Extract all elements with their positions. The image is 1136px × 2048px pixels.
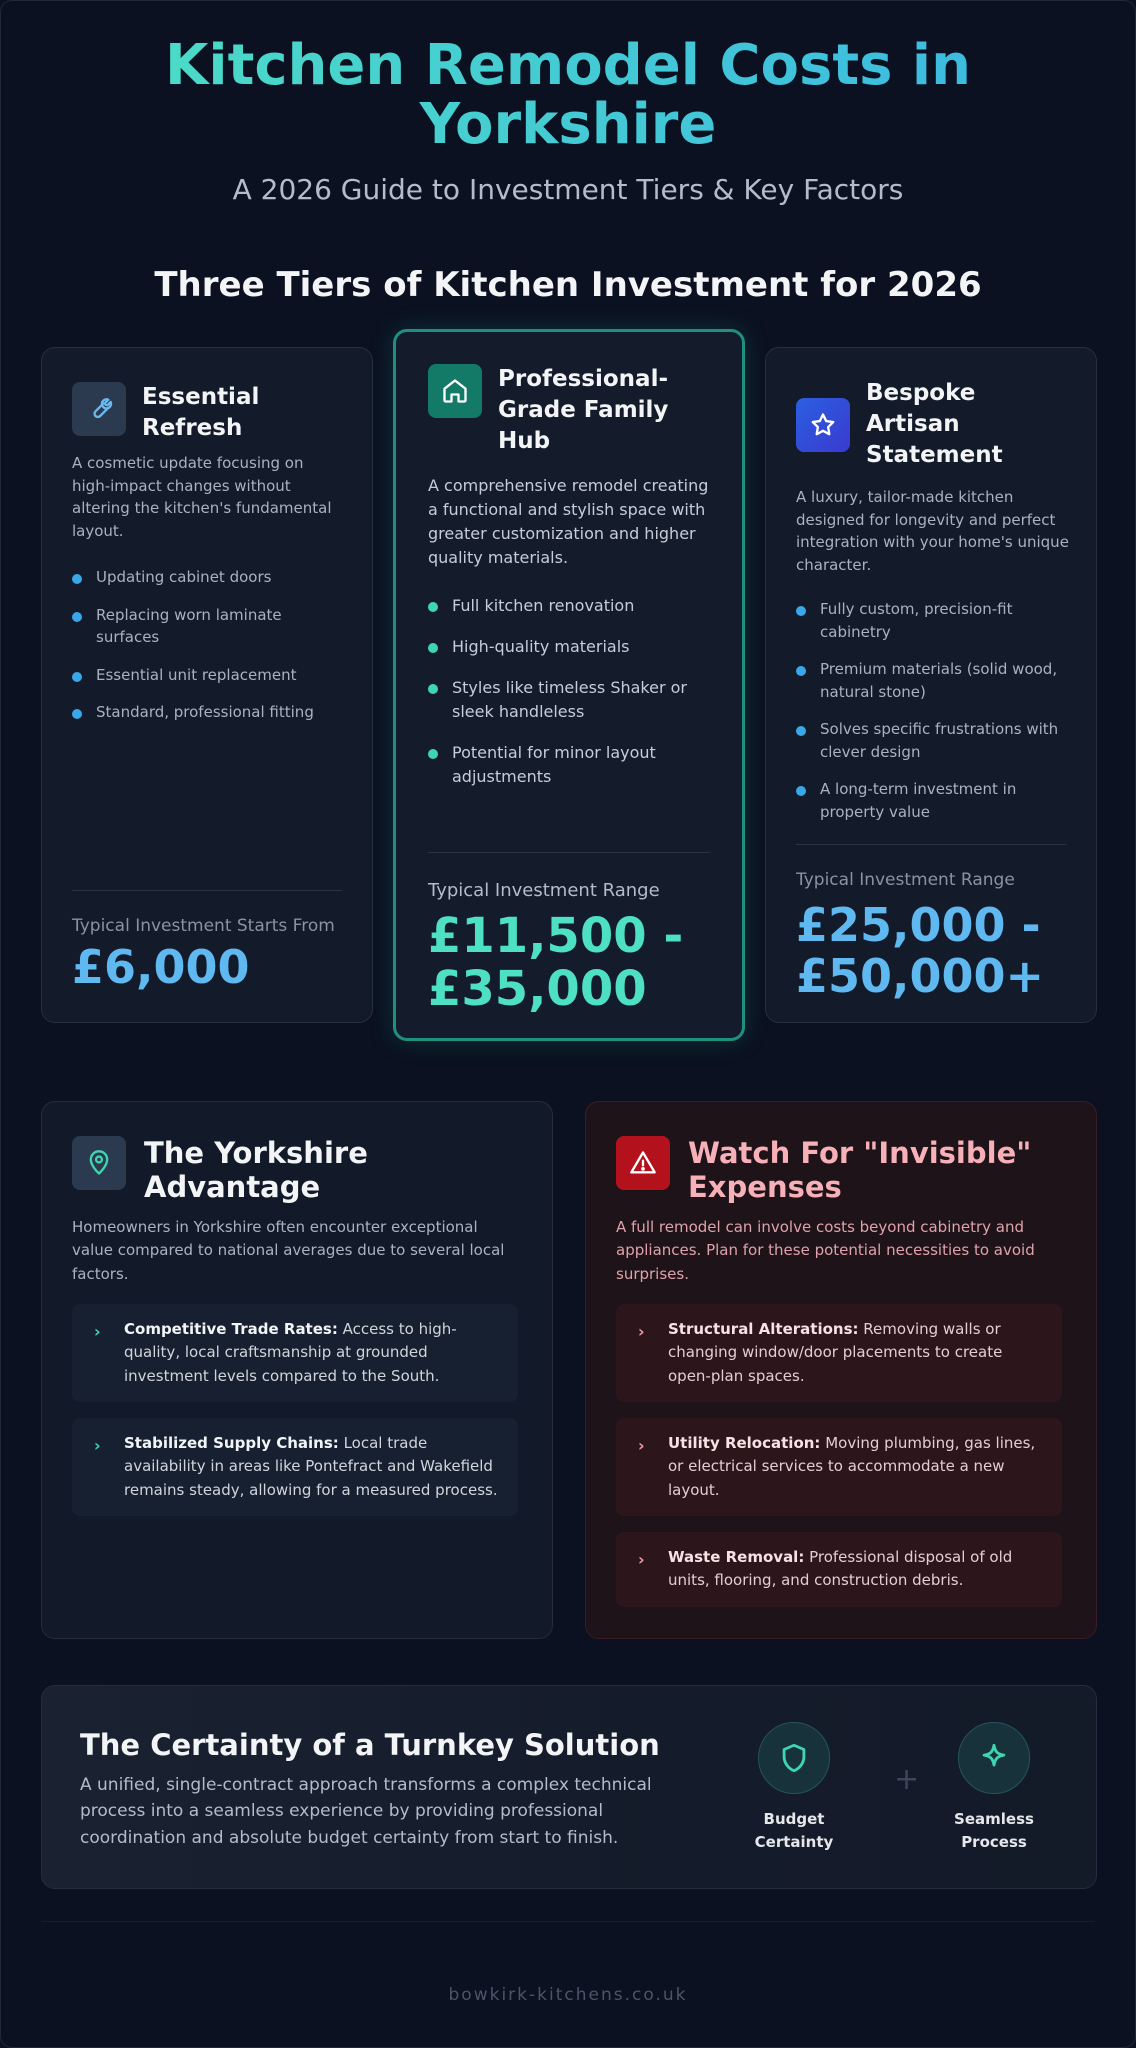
chevron-right-icon: › [638, 1550, 645, 1569]
list-item [72, 1418, 518, 1516]
tier-feature-list [428, 594, 716, 806]
list-item: Updating cabinet doors [72, 566, 344, 589]
plus-icon: + [894, 1762, 920, 1797]
page-title: Kitchen Remodel Costs in Yorkshire [1, 37, 1135, 155]
list-item [616, 1304, 1062, 1402]
star-icon [796, 398, 850, 452]
item-title: Waste Removal: [668, 1548, 805, 1566]
list-item: Full kitchen renovation [428, 594, 716, 618]
price-label: Typical Investment Range [796, 870, 1015, 890]
tier-title: Professional-Grade Family Hub [498, 366, 669, 455]
sparkle-icon [958, 1722, 1030, 1794]
list-item: Styles like timeless Shaker or sleek handleless [428, 676, 716, 724]
item-text: Moving plumbing, gas lines, or electrical services to accommodate a new layout. [668, 1434, 1036, 1499]
list-item [72, 1304, 518, 1402]
list-item: A long-term investment in property value [796, 778, 1072, 823]
item-text: Local trade availability in areas like Pontefract and Wakefield remains steady, allowing for a measured process. [124, 1434, 498, 1499]
yorkshire-advantage-panel [41, 1101, 553, 1639]
page-subtitle: A 2026 Guide to Investment Tiers & Key Factors [232, 173, 904, 206]
tier-description: A cosmetic update focusing on high-impact changes without altering the kitchen's fundamental layout. [72, 454, 332, 540]
list-item: Premium materials (solid wood, natural stone) [796, 658, 1072, 703]
tier-card-essential-refresh [41, 347, 373, 1023]
tier-description: A comprehensive remodel creating a functional and stylish space with greater customization and higher quality materials. [428, 476, 709, 567]
feature-seamless-process [934, 1722, 1054, 1853]
feature-label: Budget Certainty [754, 1810, 834, 1851]
tier-title: Bespoke Artisan Statement [866, 380, 1003, 469]
warning-icon [616, 1136, 670, 1190]
invisible-expenses-panel [585, 1101, 1097, 1639]
tier-description: A luxury, tailor-made kitchen designed for longevity and perfect integration with your home's unique character. [796, 488, 1069, 574]
feature-label: Seamless Process [954, 1810, 1034, 1851]
tier-card-bespoke-artisan [765, 347, 1097, 1023]
list-item: Standard, professional fitting [72, 701, 344, 724]
item-title: Structural Alterations: [668, 1320, 859, 1338]
footer-site-link[interactable]: bowkirk-kitchens.co.uk [448, 1985, 688, 2005]
chevron-right-icon: › [94, 1322, 101, 1341]
footer-divider [41, 1921, 1095, 1922]
turnkey-description: A unified, single-contract approach transforms a complex technical process into a seamless experience by providing professional coordination and absolute budget certainty from start to finish. [80, 1775, 652, 1848]
tiers-section-title: Three Tiers of Kitchen Investment for 2026 [154, 265, 982, 305]
chevron-right-icon: › [638, 1322, 645, 1341]
tier-feature-list [72, 566, 344, 739]
item-title: Competitive Trade Rates: [124, 1320, 338, 1338]
turnkey-title: The Certainty of a Turnkey Solution [80, 1728, 660, 1762]
wrench-icon [72, 382, 126, 436]
list-item: Replacing worn laminate surfaces [72, 604, 344, 649]
list-item: Fully custom, precision-fit cabinetry [796, 598, 1072, 643]
price-label: Typical Investment Range [428, 880, 660, 901]
chevron-right-icon: › [94, 1436, 101, 1455]
tier-feature-list [796, 598, 1072, 838]
chevron-right-icon: › [638, 1436, 645, 1455]
item-text: Access to high-quality, local craftsmanship at grounded investment levels compared to the South. [124, 1320, 457, 1385]
panel-title: The Yorkshire Advantage [144, 1136, 368, 1205]
divider [72, 890, 342, 891]
tier-title: Essential Refresh [142, 384, 260, 442]
list-item: Solves specific frustrations with clever design [796, 718, 1072, 763]
item-text: Removing walls or changing window/door placements to create open-plan spaces. [668, 1320, 1003, 1385]
item-title: Utility Relocation: [668, 1434, 821, 1452]
item-text: Professional disposal of old units, flooring, and construction debris. [668, 1548, 1013, 1590]
panel-title: Watch For "Invisible" Expenses [688, 1136, 1032, 1205]
list-item [616, 1532, 1062, 1607]
divider [796, 844, 1066, 845]
price-label: Typical Investment Starts From [72, 916, 335, 936]
list-item: High-quality materials [428, 635, 716, 659]
home-icon [428, 364, 482, 418]
divider [428, 852, 710, 853]
panel-description: Homeowners in Yorkshire often encounter exceptional value compared to national averages due to several local factors. [72, 1218, 505, 1283]
item-title: Stabilized Supply Chains: [124, 1434, 339, 1452]
map-pin-icon [72, 1136, 126, 1190]
price-value: £25,000 - £50,000+ [796, 898, 1045, 1003]
price-value: £11,500 - £35,000 [428, 908, 684, 1017]
feature-budget-certainty [734, 1722, 854, 1853]
list-item: Essential unit replacement [72, 664, 344, 687]
panel-description: A full remodel can involve costs beyond cabinetry and appliances. Plan for these potential necessities to avoid surprises. [616, 1218, 1035, 1283]
list-item: Potential for minor layout adjustments [428, 741, 716, 789]
turnkey-solution-panel [41, 1685, 1097, 1889]
price-value: £6,000 [72, 940, 250, 994]
list-item [616, 1418, 1062, 1516]
tier-card-professional-grade [393, 329, 745, 1041]
shield-icon [758, 1722, 830, 1794]
